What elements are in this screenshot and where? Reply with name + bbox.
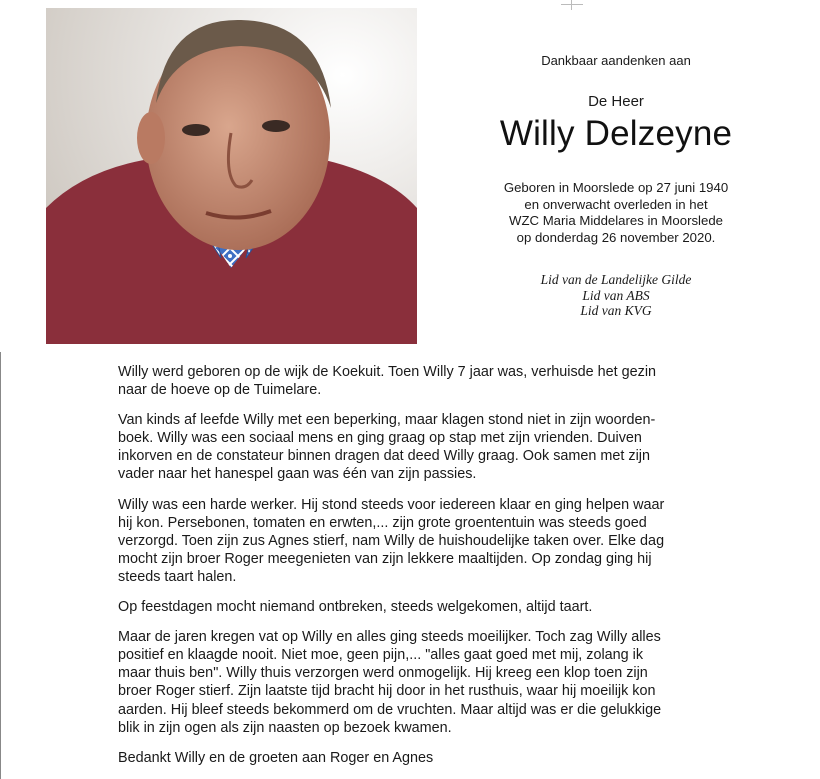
born-line: en onverwacht overleden in het [524, 196, 708, 212]
text-line: vader naar het hanespel gaan was één van zijn passies. [118, 466, 477, 483]
born-line: op donderdag 26 november 2020. [516, 229, 716, 245]
memberships [430, 272, 802, 319]
text-line: Willy werd geboren op de wijk de Koekuit. Toen Willy 7 jaar was, verhuisde het gezin [118, 364, 657, 380]
membership-item: Lid van KVG [580, 303, 652, 318]
paragraph-later-years [118, 628, 714, 737]
birth-death-info [430, 180, 802, 246]
text-line: broer Roger stierf. Zijn laatste tijd bracht hij door in het rusthuis, waar hij moeilijk kon [118, 683, 656, 700]
memorial-text [118, 363, 714, 779]
text-line: hij kon. Persebonen, tomaten en erwten,... zijn grote groententuin was steeds goed [118, 514, 647, 531]
text-line: positief en klaagde nooit. Niet moe, geen pijn,... "alles gaat goed met mij, zolang ik [118, 647, 644, 664]
portrait-illustration [46, 8, 417, 344]
salutation: De Heer [588, 93, 644, 110]
text-line: steeds taart halen. [118, 568, 237, 585]
paragraph-thanks [118, 749, 714, 767]
paragraph-holidays [118, 598, 714, 616]
membership-item: Lid van ABS [582, 287, 650, 303]
text-line: verzorgd. Toen zijn zus Agnes stierf, nam Willy de huishoudelijke taken over. Elke dag [118, 532, 665, 549]
paragraph-work [118, 496, 714, 586]
portrait-photo [46, 8, 417, 344]
text-line: Van kinds af leefde Willy met een beperking, maar klagen stond niet in zijn woorden- [118, 412, 656, 429]
intro-text: Dankbaar aandenken aan [541, 53, 691, 68]
text-line: mocht zijn broer Roger meegenieten van zijn lekkere maaltijden. Op zondag ging hij [118, 550, 652, 567]
born-line: WZC Maria Middelares in Moorslede [509, 213, 723, 228]
text-line: naar de hoeve op de Tuimelare. [118, 382, 322, 399]
paragraph-childhood [118, 411, 714, 483]
text-line: Op feestdagen mocht niemand ontbreken, steeds welgekomen, altijd taart. [118, 599, 593, 616]
paragraph-birth [118, 363, 714, 399]
text-line: Bedankt Willy en de groeten aan Roger en Agnes [118, 749, 434, 766]
crop-mark [561, 0, 583, 10]
text-line: aarden. Hij bleef steeds bekommerd om de vruchten. Maar altijd was er die gelukkige [118, 701, 662, 718]
text-line: blik in zijn ogen als zijn naasten op bezoek kwamen. [118, 719, 452, 736]
page-edge-line [0, 352, 1, 779]
text-line: maar thuis ben". Willy thuis verzorgen werd onmogelijk. Hij kreeg een klop toen zijn [118, 665, 648, 682]
deceased-name: Willy Delzeyne [499, 114, 733, 153]
text-line: Maar de jaren kregen vat op Willy en alles ging steeds moeilijker. Toch zag Willy alles [118, 629, 661, 646]
text-line: inkorven en de constateur binnen dragen dat deed Willy graag. Ook samen met zijn [118, 448, 650, 465]
text-line: boek. Willy was een sociaal mens en ging graag op stap met zijn vrienden. Duiven [118, 430, 642, 447]
born-line: Geboren in Moorslede op 27 juni 1940 [503, 180, 729, 195]
text-line: Willy was een harde werker. Hij stond steeds voor iedereen klaar en ging helpen waar [118, 496, 665, 513]
membership-item: Lid van de Landelijke Gilde [540, 272, 692, 287]
